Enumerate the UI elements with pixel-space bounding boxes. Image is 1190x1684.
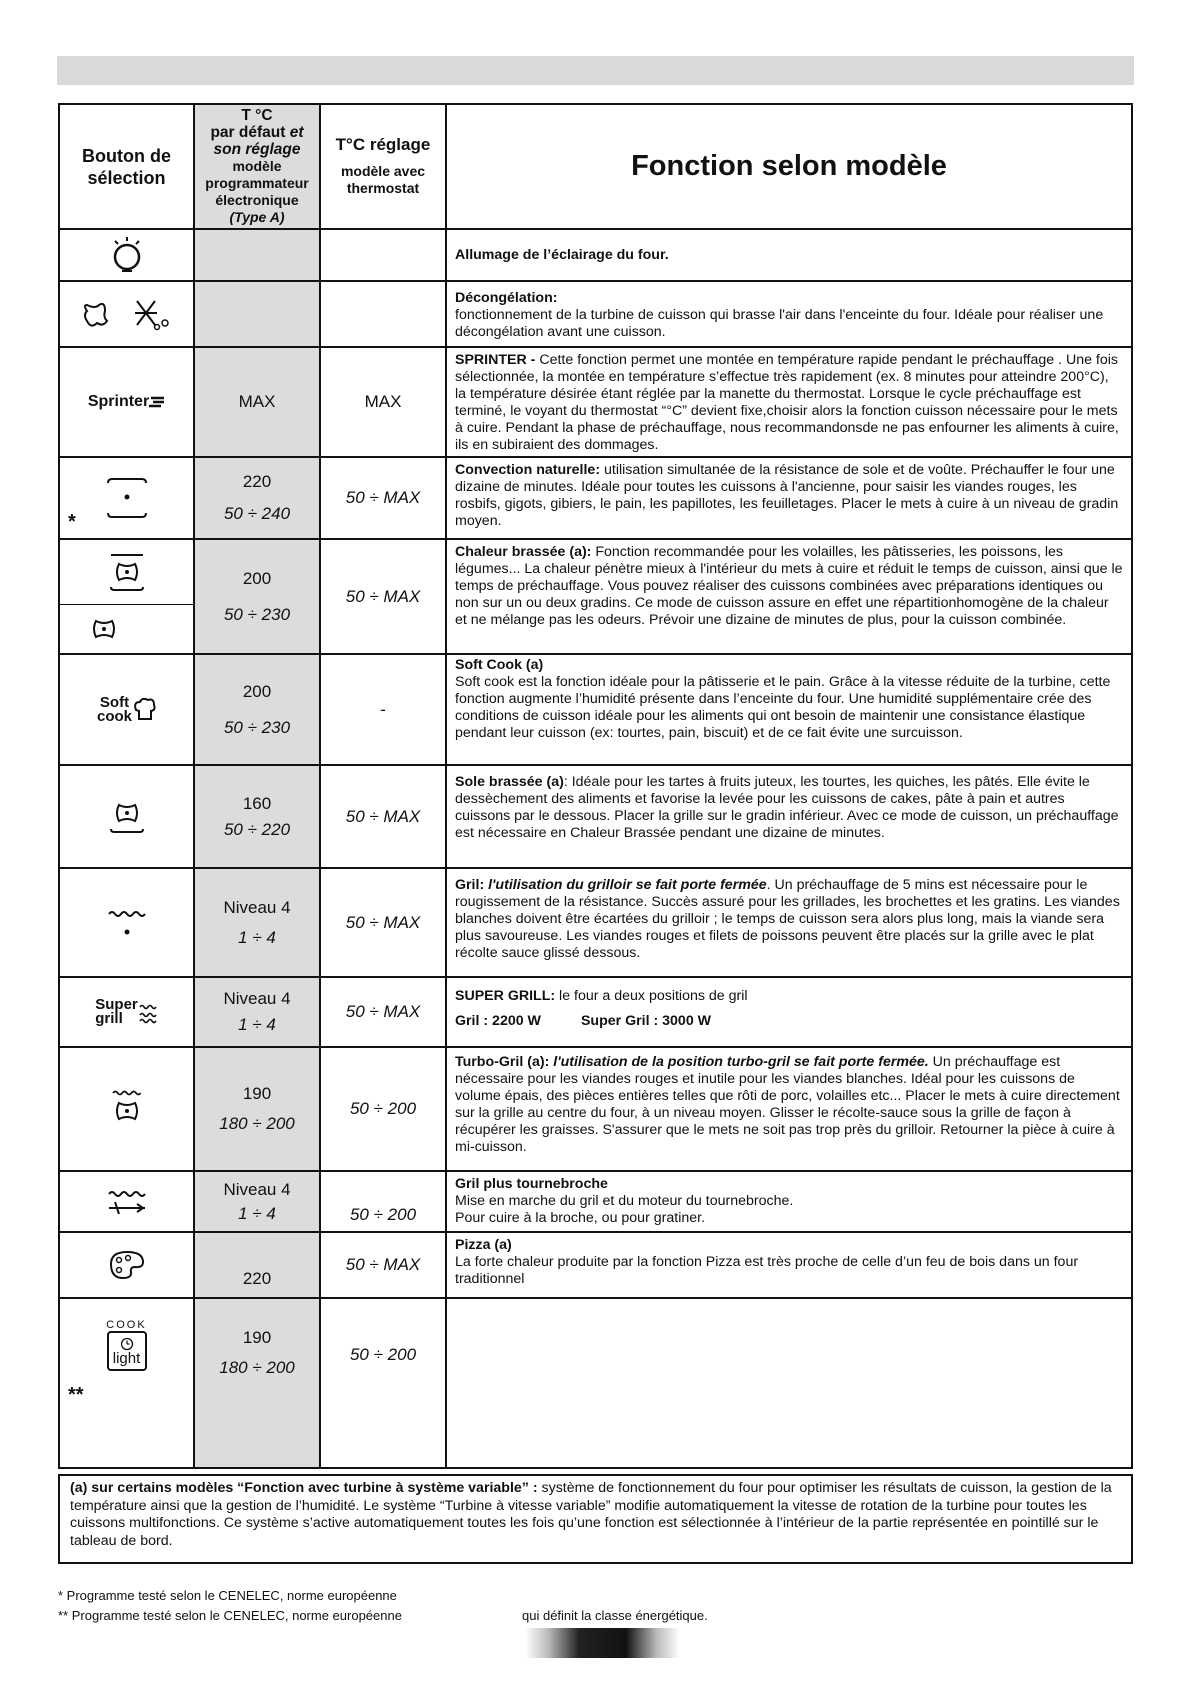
thermostat-cell: [321, 1048, 447, 1170]
turbo-grill-icon: [107, 1087, 147, 1131]
table-row: [60, 1233, 1131, 1299]
note-text: système de fonctionnement du four pour optimiser les résultats de cuisson, la gestion de la température ainsi que la gestion de l’humidité. Le système “Turbine à vitesse variable” modifie automatiquement la vitesse de rotation de la turbine pour toutes les cuissons multifonctions. Ce système s’active automatiquement toutes les fois qu’une fonction est sélectionnée à l’intérieur de la partie représentée en pointillé sur le tableau de bord.: [70, 1480, 1112, 1549]
function-title: SPRINTER -: [455, 352, 540, 368]
default-temp: 190: [242, 1328, 272, 1347]
header-setting-text: son réglage: [213, 141, 301, 158]
function-text: Fonction recommandée pour les volailles, les pâtisseries, les poissons, les légumes... La chaleur pénètre mieux à l'intérieur du mets à cuire et réduit le temps de cuisson, ainsi que le temps de préchauffage. Vous pouvez réaliser des cuissons combinées avec préparations identiques ou non sur un ou deux gradins. Ce mode de cuisson assure en effet une répartitionhomogène de la chaleur et ne mélange pas les odeurs. Prévoir une dizaine de minutes de plus, pour la cuisson combinée.: [455, 544, 1123, 628]
fan-icon: [90, 615, 118, 643]
table-row: [60, 230, 1131, 282]
function-desc-cell: [447, 230, 1131, 280]
icon-cell: [60, 1233, 195, 1297]
grill-label: grill: [95, 1010, 123, 1027]
defrost-icon: [77, 297, 177, 331]
header-function-title: Fonction selon modèle: [631, 150, 947, 182]
default-temp: Niveau 4: [223, 989, 291, 1008]
thermostat-range: 50 ÷ MAX: [345, 806, 421, 826]
function-text: . Un préchauffage de 5 mins est nécessaire pour le rougissement de la résistance. Succès assuré pour les grillades, les brochettes et les gratins. Les viandes blanches doivent être écartées du grilloir ; le temps de cuisson sera alors plus long, mais la viande sera plus savoureuse. Les viandes rouges et filets de poissons peuvent être placés sur la grille avec le plat récolte sauce glissé dessous.: [455, 877, 1120, 961]
icon-cell: [60, 282, 195, 346]
function-title-italic: l'utilisation du grilloir se fait porte fermée: [488, 877, 767, 893]
light-label: light: [112, 1350, 141, 1367]
function-text: Soft cook est la fonction idéale pour la pâtisserie et le pain. Grâce à la vitesse réduite de la turbine, cette fonction augmente l’humidité présente dans l’enceinte du four. Une humidité supplémentaire crée des conditions de cuisson idéale pour les aliments qui ont besoin de maintenir une consistance élastique pendant leur cuisson (ex: tourtes, pain, biscuit) et de ce fait évite une surcuisson.: [455, 674, 1111, 741]
thermostat-cell: [321, 540, 447, 653]
thermostat-range: 50 ÷ MAX: [345, 586, 421, 606]
default-range: 180 ÷ 200: [219, 1114, 295, 1133]
header-bar: [57, 56, 1134, 85]
icon-cell: [60, 978, 195, 1046]
soft-cook-icon: [96, 693, 156, 725]
header-model-text: modèle programmateur électronique: [205, 158, 309, 208]
thermostat-cell: [321, 1299, 447, 1467]
icon-cell: [60, 1172, 195, 1231]
thermostat-cell: [321, 1233, 447, 1297]
fan-heat-icon: [107, 552, 147, 592]
waves-icon: [138, 999, 158, 1025]
default-temp-cell: [195, 348, 321, 456]
header-default-line: [210, 124, 303, 141]
default-temp: 160: [242, 793, 272, 813]
cenelec-double-star: **: [68, 1384, 84, 1406]
footnote-star: * Programme testé selon le CENELEC, norme européenne: [58, 1588, 397, 1603]
default-temp: 220: [242, 472, 272, 491]
rotisserie-icon: [105, 1186, 149, 1218]
header-default-text: par défaut: [210, 124, 286, 141]
icon-cell: [60, 655, 195, 764]
function-title: Soft Cook (a): [455, 657, 544, 673]
table-row: [60, 978, 1131, 1048]
function-title: Décongélation:: [455, 290, 558, 306]
function-title-italic: l'utilisation de la position turbo-gril se fait porte fermée.: [553, 1054, 929, 1070]
function-text: le four a deux positions de gril: [555, 988, 748, 1004]
fan-bottom-heat-icon: [107, 797, 147, 837]
gril-power: Gril : 2200 W: [455, 1013, 541, 1029]
table-row: [60, 540, 1131, 655]
page-tab-marker: [525, 1628, 680, 1658]
icon-cell: [60, 1048, 195, 1170]
footnote-energy-class: qui définit la classe énergétique.: [522, 1608, 708, 1623]
function-desc-cell: [447, 282, 1131, 346]
default-range: 1 ÷ 4: [238, 1015, 276, 1034]
function-desc-cell: [447, 458, 1131, 538]
function-title: Pizza (a): [455, 1237, 512, 1253]
table-row: [60, 1048, 1131, 1172]
header-t-label: T °C: [241, 107, 273, 124]
function-desc-cell: [447, 869, 1131, 976]
thermostat-cell: [321, 978, 447, 1046]
icon-cell: [60, 540, 195, 653]
default-range: 50 ÷ 230: [223, 717, 291, 737]
table-header: [60, 105, 1131, 230]
function-title: Allumage de l’éclairage du four.: [455, 246, 669, 263]
function-text: fonctionnement de la turbine de cuisson qui brasse l'air dans l'enceinte du four. Idéale pour réaliser une décongélation avant une cuisson.: [455, 307, 1104, 340]
header-button-col: [60, 105, 195, 228]
thermostat-cell: [321, 655, 447, 764]
cook-label: cook: [96, 707, 132, 725]
default-temp: 190: [242, 1084, 272, 1103]
lamp-icon: [110, 235, 144, 275]
icon-cell: [60, 766, 195, 867]
default-range: 50 ÷ 240: [223, 504, 291, 523]
function-title: Gril:: [455, 877, 489, 893]
default-temp-cell: [195, 458, 321, 538]
super-grill-icon: [95, 998, 158, 1026]
table-row: [60, 348, 1131, 458]
default-range: 50 ÷ 220: [223, 819, 291, 839]
functions-table: [58, 103, 1133, 1469]
function-text: Un préchauffage est nécessaire pour les viandes rouges et inutile pour les viandes blanches. Idéal pour les cuissons de volume épais, des pièces entières telles que rôti de porc, volailles etc... Placer le mets à cuire directement sur la grille au centre du four, à un niveau moyen. Glisser le récolte-sauce sous la grille de façon à récupérer les graisses. S'assurer que le mets ne soit pas trop près du grilloir. Retourner la pièce à cuire à mi-cuisson.: [455, 1054, 1120, 1155]
footnote-double-star: ** Programme testé selon le CENELEC, norme européenne: [58, 1608, 402, 1623]
cook-light-icon: [106, 1319, 146, 1371]
header-thermostat-col: [321, 105, 447, 228]
header-type-text: (Type A): [229, 209, 285, 225]
default-temp: MAX: [238, 392, 276, 411]
sprinter-icon: [88, 393, 165, 411]
speed-lines-icon: [149, 395, 165, 409]
clock-icon: [120, 1337, 134, 1351]
default-temp: Niveau 4: [223, 897, 291, 917]
function-desc-cell: [447, 978, 1131, 1046]
icon-cell: [60, 348, 195, 456]
function-title: Gril plus tournebroche: [455, 1176, 608, 1192]
table-row: [60, 869, 1131, 978]
grill-icon: [105, 906, 149, 940]
function-title: Turbo-Gril (a):: [455, 1054, 554, 1070]
icon-cell: [60, 230, 195, 280]
sprinter-icon-label: Sprinter: [87, 393, 150, 410]
function-desc-cell: [447, 1233, 1131, 1297]
header-thermostat-text: modèle avec thermostat: [340, 163, 426, 196]
function-desc-cell: [447, 1299, 1131, 1467]
thermostat-cell: [321, 348, 447, 456]
super-gril-power: Super Gril : 3000 W: [580, 1013, 712, 1029]
icon-cell: [60, 458, 195, 538]
table-row: [60, 282, 1131, 348]
function-title: SUPER GRILL:: [455, 988, 556, 1004]
cook-label: COOK: [106, 1319, 147, 1331]
table-row: [60, 766, 1131, 869]
default-range: 180 ÷ 200: [219, 1358, 295, 1377]
header-default-col: [195, 105, 321, 228]
super-label: Super: [95, 996, 138, 1013]
table-row: [60, 458, 1131, 540]
icon-cell: [60, 1299, 195, 1467]
thermostat-range: 50 ÷ MAX: [345, 1255, 421, 1274]
thermostat-cell: [321, 766, 447, 867]
function-desc-cell: [447, 655, 1131, 764]
function-title: Chaleur brassée (a):: [455, 544, 592, 560]
default-temp-cell: [195, 1299, 321, 1467]
thermostat-cell: [321, 1172, 447, 1231]
default-temp: 200: [242, 681, 272, 701]
function-desc-cell: [447, 1172, 1131, 1231]
default-temp-cell: [195, 1048, 321, 1170]
chef-hat-icon: [132, 696, 156, 724]
default-temp: 220: [242, 1269, 272, 1288]
function-desc-cell: [447, 1048, 1131, 1170]
default-temp-cell: [195, 978, 321, 1046]
default-temp-cell: [195, 1233, 321, 1297]
variable-turbine-note: [58, 1474, 1133, 1564]
function-title: Sole brassée (a): [455, 774, 564, 790]
function-text: : Idéale pour les tartes à fruits juteux, les tourtes, les quiches, les pâtés. Elle évite le dessèchement des aliments et favorise la levée pour les cuissons de cakes, pâte à pain et autres cuissons par le dessous. Placer la grille sur le gradin inférieur. Avec ce mode de cuisson, un préchauffage est nécessaire en Chaleur Brassée pendant une dizaine de minutes.: [455, 774, 1119, 841]
default-temp-cell: [195, 655, 321, 764]
function-desc-cell: [447, 766, 1131, 867]
thermostat-range: 50 ÷ MAX: [345, 912, 421, 932]
thermostat-cell: [321, 458, 447, 538]
thermostat-range: 50 ÷ 200: [349, 1099, 417, 1118]
header-button-label: Bouton de sélection: [82, 145, 171, 188]
thermostat-cell: [321, 230, 447, 280]
default-temp: Niveau 4: [223, 1179, 291, 1199]
default-range: 1 ÷ 4: [238, 927, 276, 947]
thermostat-range: 50 ÷ 200: [349, 1345, 417, 1364]
default-temp: 200: [242, 568, 272, 588]
default-temp-cell: [195, 230, 321, 280]
thermostat-range: -: [380, 699, 386, 719]
function-title: Convection naturelle:: [455, 462, 601, 478]
default-temp-cell: [195, 282, 321, 346]
thermostat-range: 50 ÷ 200: [349, 1205, 417, 1224]
natural-convection-icon: [104, 475, 150, 521]
thermostat-cell: [321, 869, 447, 976]
thermostat-range: MAX: [364, 392, 402, 411]
default-temp-cell: [195, 1172, 321, 1231]
icon-cell: [60, 869, 195, 976]
default-temp-cell: [195, 540, 321, 653]
pizza-icon: [107, 1248, 147, 1282]
cenelec-star: *: [68, 511, 76, 533]
thermostat-range: 50 ÷ MAX: [345, 1002, 421, 1021]
default-range: 1 ÷ 4: [238, 1203, 276, 1223]
header-function-col: [447, 105, 1131, 228]
header-and-text: et: [289, 124, 304, 141]
thermostat-cell: [321, 282, 447, 346]
function-text: La forte chaleur produite par la fonction Pizza est très proche de celle d’un feu de bois dans un four traditionnel: [455, 1254, 1079, 1287]
function-text: Mise en marche du gril et du moteur du tournebroche. Pour cuire à la broche, ou pour gratiner.: [455, 1193, 794, 1226]
table-row: [60, 1299, 1131, 1467]
function-text: utilisation simultanée de la résistance de sole et de voûte. Préchauffer le four une dizaine de minutes. Idéale pour toutes les cuissons à l'ancienne, pour saisir les viandes rouges, les rosbifs, gigots, gibiers, le pain, les papillotes, les feuilletages. Placer le mets à cuire à un niveau de gradin moyen.: [455, 462, 1119, 529]
header-treglage-text: T°C réglage: [335, 135, 431, 154]
table-row: [60, 1172, 1131, 1233]
default-range: 50 ÷ 230: [223, 604, 291, 624]
default-temp-cell: [195, 869, 321, 976]
function-desc-cell: [447, 348, 1131, 456]
thermostat-range: 50 ÷ MAX: [345, 488, 421, 507]
function-text: Cette fonction permet une montée en température rapide pendant le préchauffage . Une fois sélectionnée, la montée en température s’effectue très rapidement (ex. 8 minutes pour atteindre 200°C), la température désirée étant réglée par la manette du thermostat. Lorsque le cycle préchauffage est terminé, le voyant du thermostat “°C” devient fixe,choisir alors la fonction cuisson nécessaire pour le mets à cuire. Pendant la phase de préchauffage, nous recommandonsde ne pas enfourner les aliments à cuire, ils en subiraient des dommages.: [455, 352, 1119, 453]
table-row: [60, 655, 1131, 766]
soft-label: Soft: [99, 693, 130, 711]
default-temp-cell: [195, 766, 321, 867]
function-desc-cell: [447, 540, 1131, 653]
note-title: (a) sur certains modèles “Fonction avec turbine à système variable” :: [70, 1480, 538, 1496]
